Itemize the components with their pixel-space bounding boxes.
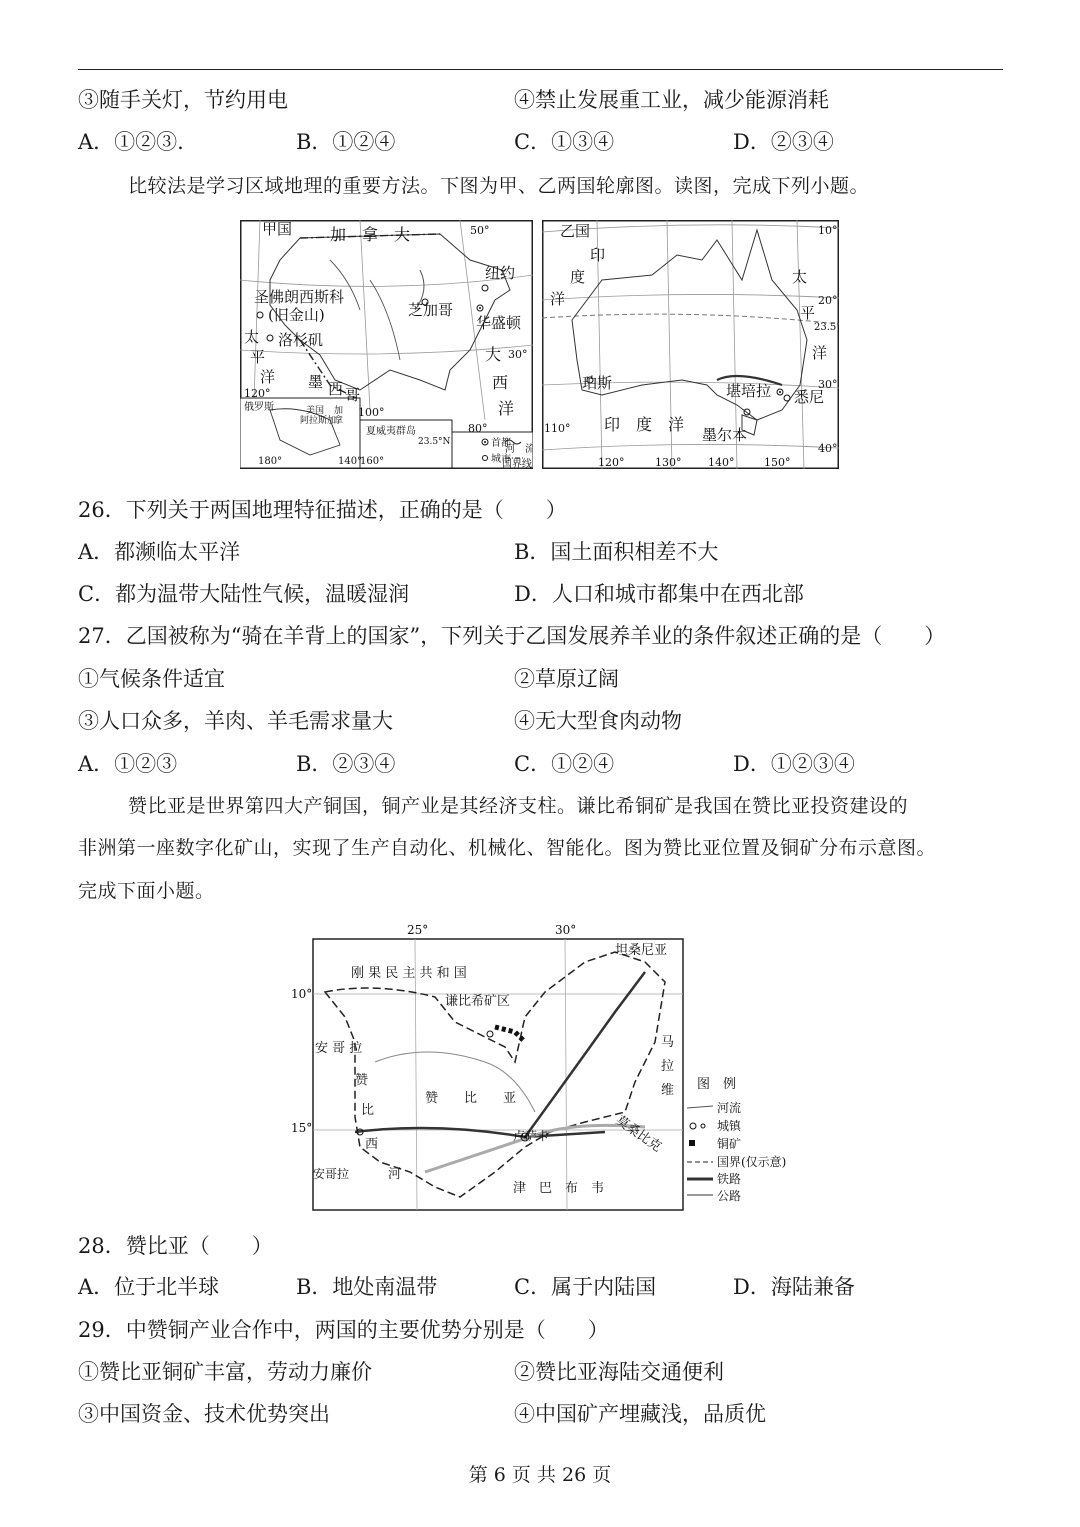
q27-option-b: B．②③④	[296, 752, 396, 776]
map1-tai: 太	[244, 328, 260, 346]
map2-label-yi: 乙国	[560, 222, 591, 240]
q25-option-a: A．①②③.	[78, 130, 184, 154]
map2-canberra: 堪培拉	[726, 382, 772, 400]
map2-ping: 平	[800, 304, 816, 322]
q25-item4: ④禁止发展重工业，减少能源消耗	[514, 88, 829, 112]
q26-option-a: A．都濒临太平洋	[78, 540, 241, 564]
map1-sf-1: 圣佛朗西斯科	[254, 288, 345, 306]
map-zambia	[285, 922, 795, 1218]
map3-he: 河	[388, 1167, 402, 1182]
map3-legend-road: 公路	[717, 1189, 742, 1203]
map1-deg80: 80°	[468, 422, 488, 435]
map1-yang: 洋	[260, 368, 276, 386]
map1-los-angeles: 洛杉矶	[278, 331, 324, 349]
map1-da: 大	[485, 345, 502, 364]
map2-perth: 珀斯	[582, 374, 613, 392]
map1-label-jia: 甲国	[262, 220, 293, 238]
map3-legend-title: 图 例	[697, 1077, 737, 1092]
map1-legend-border: 国界线	[502, 459, 532, 469]
q26-option-b: B．国土面积相差不大	[514, 540, 719, 564]
map3-xi: 西	[365, 1137, 379, 1152]
q27-option-d: D．①②③④	[733, 752, 855, 776]
map3-deg25: 25°	[407, 923, 429, 937]
q27-option-c: C．①②④	[514, 752, 615, 776]
map1-washington: 华盛顿	[476, 314, 522, 332]
map2-deg110: 110°	[544, 422, 571, 435]
map1-yang2: 洋	[498, 399, 515, 418]
page-footer: 第 6 页 共 26 页	[468, 1464, 612, 1486]
q28-option-b: B．地处南温带	[296, 1275, 438, 1299]
map3-deg15: 15°	[291, 1121, 313, 1135]
header-rule	[78, 69, 1003, 70]
map2-deg235: 23.5°	[814, 322, 839, 333]
map3-wei: 维	[661, 1083, 675, 1098]
q25-item3: ③随手关灯，节约用电	[78, 88, 288, 112]
map3-tanzania: 坦桑尼亚	[615, 943, 668, 958]
q25-option-c: C．①③④	[514, 130, 615, 154]
intro2-line1: 赞比亚是世界第四大产铜国，铜产业是其经济支柱。谦比希铜矿是我国在赞比亚投资建设的	[128, 795, 909, 817]
map3-la: 拉	[661, 1059, 675, 1074]
map3-mozambique: 莫桑比克	[612, 1112, 664, 1156]
q25-option-b: B．①②④	[296, 130, 396, 154]
intro2-line2: 非洲第一座数字化矿山，实现了生产自动化、机械化、智能化。图为赞比亚位置及铜矿分布示意图。	[78, 837, 937, 859]
map2-deg140: 140°	[708, 456, 735, 469]
map2-yang: 洋	[550, 290, 566, 308]
map1-legend-capital: 首都	[491, 438, 511, 449]
q28-option-a: A．位于北半球	[78, 1275, 220, 1299]
map3-legend-rail: 铁路	[717, 1172, 742, 1186]
map1-mexico-1: 墨	[308, 373, 324, 391]
q29-item1: ①赞比亚铜矿丰富，劳动力廉价	[78, 1360, 372, 1384]
map2-indian-ocean: 印 度 洋	[604, 415, 685, 434]
map1-xi: 西	[492, 373, 509, 392]
map2-deg40: 40°	[818, 442, 838, 455]
q29-item2: ②赞比亚海陆交通便利	[514, 1360, 724, 1384]
map2-deg30: 30°	[818, 378, 838, 391]
map1-canada: 加 拿 大	[330, 225, 411, 244]
q29-item3: ③中国资金、技术优势突出	[78, 1402, 330, 1426]
map3-zambia-mid: 赞 比 亚	[425, 1091, 517, 1106]
map1-deg100: 100°	[358, 406, 385, 419]
map2-sydney: 悉尼	[794, 388, 825, 406]
q28-option-d: D．海陆兼备	[733, 1275, 855, 1299]
q26-stem: 26．下列关于两国地理特征描述，正确的是（ ）	[78, 498, 567, 522]
q27-stem: 27．乙国被称为“骑在羊背上的国家”，下列关于乙国发展养羊业的条件叙述正确的是（ ）	[78, 624, 946, 648]
map-country-jia	[240, 220, 533, 473]
q27-item4: ④无大型食肉动物	[514, 709, 682, 733]
map2-deg120: 120°	[598, 456, 625, 469]
map2-du: 度	[570, 268, 586, 286]
map1-legend-city: 城市	[491, 454, 511, 465]
map1-deg50: 50°	[470, 224, 490, 237]
map1-deg160: 160°	[360, 456, 385, 467]
map1-mexico-3: 哥	[345, 386, 361, 404]
map2-deg20: 20°	[818, 294, 838, 307]
map2-yang2: 洋	[812, 344, 828, 362]
q27-item3: ③人口众多，羊肉、羊毛需求量大	[78, 709, 393, 733]
q26-option-d: D．人口和城市都集中在西北部	[514, 582, 804, 606]
map1-deg140: 140°	[338, 456, 363, 467]
map3-legend-mine: 铜矿	[717, 1137, 742, 1151]
q29-item4: ④中国矿产埋藏浅，品质优	[514, 1402, 766, 1426]
map1-na: 拿	[334, 416, 344, 426]
map2-deg130: 130°	[655, 456, 682, 469]
map2-deg10: 10°	[818, 224, 838, 237]
q27-item2: ②草原辽阔	[514, 667, 619, 691]
map3-legend-river: 河流	[717, 1101, 742, 1115]
map1-jia2: 加	[334, 406, 344, 416]
map1-chicago: 芝加哥	[408, 301, 454, 319]
q26-option-c: C．都为温带大陆性气候，温暖湿润	[78, 582, 410, 606]
map3-zan: 赞	[355, 1073, 369, 1088]
map2-melbourne: 墨尔本	[702, 426, 748, 444]
map1-alaska-2: 阿拉斯加	[300, 416, 337, 426]
intro2-line3: 完成下面小题。	[78, 880, 215, 902]
map-country-yi	[542, 220, 839, 473]
map3-drc: 刚 果 民 主 共 和 国	[351, 966, 467, 981]
map3-bi: 比	[361, 1103, 375, 1118]
map1-russia: 俄罗斯	[244, 402, 274, 413]
map2-deg150: 150°	[764, 456, 791, 469]
map1-deg235n: 23.5°N	[418, 437, 451, 447]
map3-deg10: 10°	[291, 987, 313, 1001]
map1-hawaii: 夏威夷群岛	[366, 426, 416, 437]
map2-tai: 太	[792, 268, 808, 286]
map3-angola2: 安哥拉	[313, 1167, 350, 1181]
q28-stem: 28．赞比亚（ ）	[78, 1234, 273, 1258]
map1-sf-2: (旧金山)	[268, 306, 325, 324]
intro-paragraph-1: 比较法是学习区域地理的重要方法。下图为甲、乙两国轮廓图。读图，完成下列小题。	[128, 175, 870, 197]
map1-deg180: 180°	[258, 456, 283, 467]
map3-legend-border: 国界(仅示意)	[717, 1155, 787, 1169]
q28-option-c: C．属于内陆国	[514, 1275, 657, 1299]
map1-ping: 平	[250, 348, 266, 366]
map3-lusaka: 卢萨卡	[513, 1129, 550, 1143]
map3-deg30: 30°	[555, 923, 577, 937]
q27-item1: ①气候条件适宜	[78, 667, 225, 691]
map1-deg30: 30°	[508, 348, 528, 361]
map1-newyork: 纽约	[485, 264, 516, 282]
map3-legend-town: 城镇	[717, 1119, 742, 1133]
map3-zimbabwe: 津 巴 布 韦	[513, 1181, 605, 1196]
map1-alaska-1: 美国	[306, 406, 325, 416]
map3-ma: 马	[661, 1035, 675, 1050]
q25-option-d: D．②③④	[733, 130, 834, 154]
map3-mine: 谦比希矿区	[445, 994, 511, 1009]
map2-yin: 印	[590, 246, 606, 264]
map1-legend-river: 河 流	[505, 444, 533, 455]
map3-angola: 安 哥 拉	[315, 1041, 363, 1056]
map1-mexico-2: 西	[328, 380, 344, 398]
q27-option-a: A．①②③	[78, 752, 178, 776]
q29-stem: 29．中赞铜产业合作中，两国的主要优势分别是（ ）	[78, 1318, 609, 1342]
map1-deg120: 120°	[244, 387, 271, 400]
